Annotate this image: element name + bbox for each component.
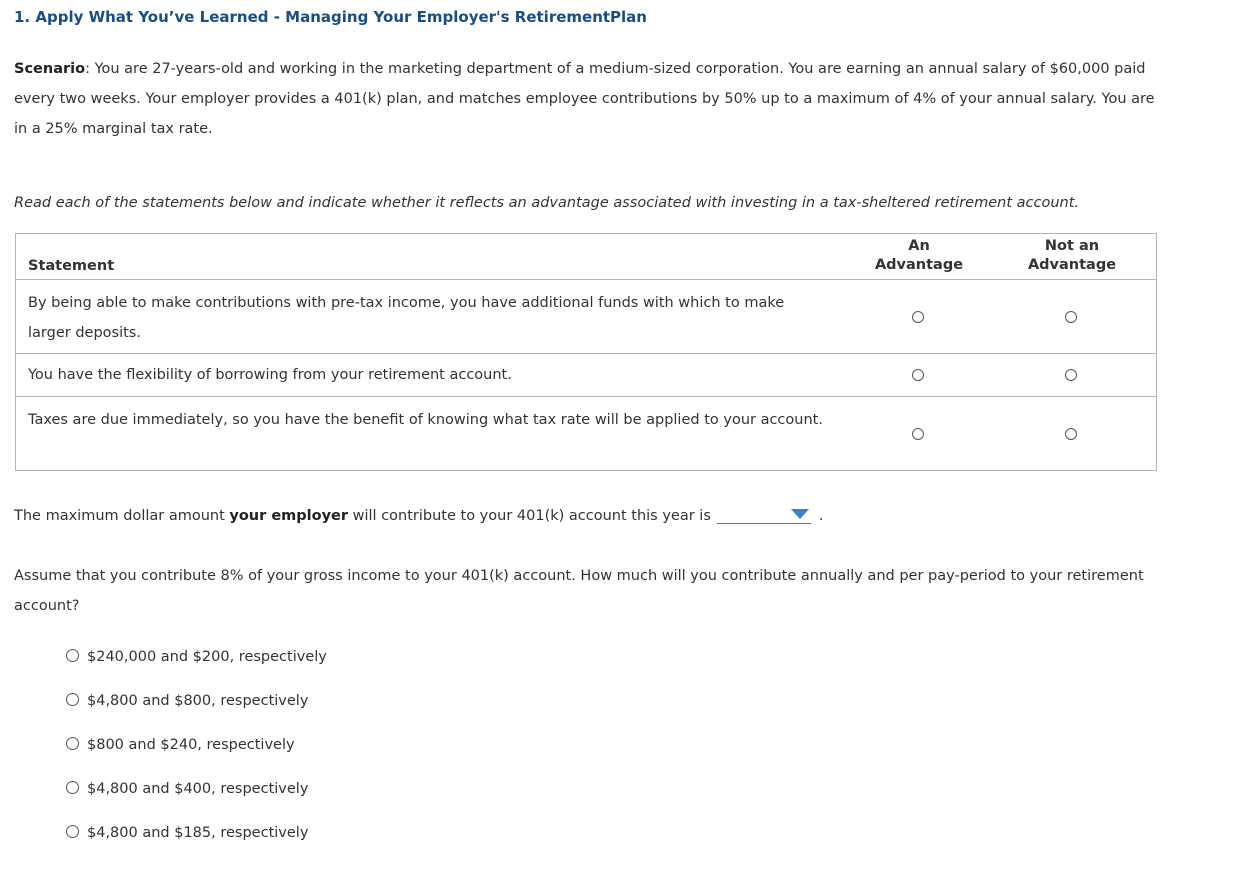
contribution-question: Assume that you contribute 8% of your gross income to your 401(k) account. How much will you contribute annually and per pay-period to your retirement account? [14,568,1144,614]
statement-text: You have the flexibility of borrowing from your retirement account. [28,367,512,383]
option-5-radio[interactable] [66,825,79,838]
option-2-radio[interactable] [66,693,79,706]
option-1-radio[interactable] [66,649,79,662]
question-title: 1. Apply What You’ve Learned - Managing Your Employer's RetirementPlan [14,8,647,26]
option-5-label: $4,800 and $185, respectively [87,825,309,841]
statement-text: Taxes are due immediately, so you have the benefit of knowing what tax rate will be applied to your account. [28,412,823,428]
employer-question-bold: your employer [229,508,349,524]
option-4-radio[interactable] [66,781,79,794]
header-statement: Statement [28,258,115,274]
scenario-label: Scenario [14,61,86,77]
option-1[interactable] [66,645,327,689]
option-4[interactable] [66,777,327,821]
option-2-label: $4,800 and $800, respectively [87,693,309,709]
header-advantage [854,237,984,275]
contribution-options [66,645,327,865]
option-2[interactable] [66,689,327,733]
table-row [16,397,1156,470]
employer-question-prefix: The maximum dollar amount [14,508,230,524]
employer-question-suffix: will contribute to your 401(k) account this year is [348,508,711,524]
statement-text: By being able to make contributions with pre-tax income, you have additional funds with which to make larger deposits. [28,295,785,341]
option-1-label: $240,000 and $200, respectively [87,649,327,665]
row3-advantage-radio[interactable] [912,428,924,440]
row2-not-advantage-radio[interactable] [1065,369,1077,381]
option-4-label: $4,800 and $400, respectively [87,781,309,797]
option-3-label: $800 and $240, respectively [87,737,295,753]
option-3[interactable] [66,733,327,777]
table-instruction: Read each of the statements below and indicate whether it reflects an advantage associated with investing in a tax-sheltered retirement account. [14,195,1079,211]
header-advantage-line1: An [908,238,930,254]
employer-amount-dropdown[interactable] [717,505,811,524]
row1-advantage-radio[interactable] [912,311,924,323]
row3-not-advantage-radio[interactable] [1065,428,1077,440]
statement-table [15,233,1157,471]
employer-contribution-question [14,503,823,529]
sentence-period: . [818,508,824,524]
option-3-radio[interactable] [66,737,79,750]
table-row [16,354,1156,397]
header-not-advantage-line1: Not an [1044,238,1100,254]
header-not-advantage-line2: Advantage [1027,257,1117,273]
header-advantage-line2: Advantage [874,257,964,273]
row2-advantage-radio[interactable] [912,369,924,381]
header-not-advantage [1007,237,1137,275]
table-header [16,234,1156,280]
scenario-text: : You are 27-years-old and working in the marketing department of a medium-sized corporation. You are earning an annual salary of $60,000 paid every two weeks. Your employer provides a 401(k) plan, and matches employee contributions by 50% up to a maximum of 4% of your annual salary. You are in a 25% marginal tax rate. [14,61,1155,137]
table-row [16,280,1156,354]
dropdown-arrow-icon [791,509,809,519]
row1-not-advantage-radio[interactable] [1065,311,1077,323]
option-5[interactable] [66,821,327,865]
scenario-paragraph [14,54,1164,144]
